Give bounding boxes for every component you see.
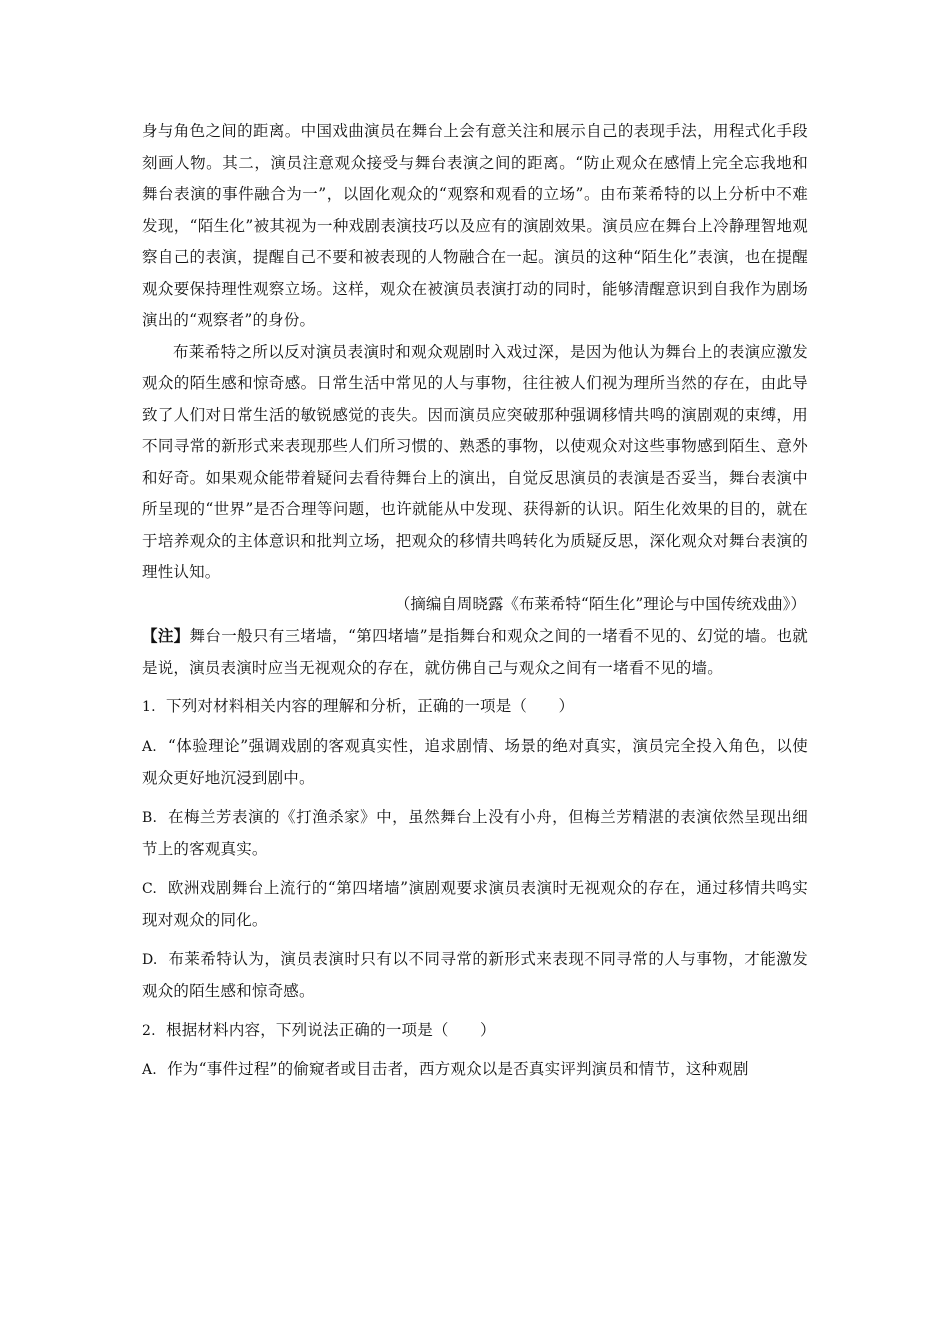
question-text: 根据材料内容，下列说法正确的一项是（ ） [166, 1020, 496, 1039]
note-tag: 【注】 [142, 626, 190, 645]
question-number: 1. [142, 699, 156, 715]
option-text: 欧洲戏剧舞台上流行的“第四堵墙”演剧观要求演员表演时无视观众的存在，通过移情共鸣实现对观众的同化。 [142, 878, 808, 929]
passage-paragraph-2: 布莱希特之所以反对演员表演时和观众观剧时入戏过深，是因为他认为舞台上的表演应激发观众的陌生感和惊奇感。日常生活中常见的人与事物，往往被人们视为理所当然的存在，由此导致了人们对日常生活的敏锐感觉的丧失。因而演员应突破那种强调移情共鸣的演剧观的束缚，用不同寻常的新形式来表现那些人们所习惯的、熟悉的事物，以使观众对这些事物感到陌生、意外和好奇。如果观众能带着疑问去看待舞台上的演出，自觉反思演员的表演是否妥当，舞台表演中所呈现的“世界”是否合理等问题，也许就能从中发现、获得新的认识。陌生化效果的目的，就在于培养观众的主体意识和批判立场，把观众的移情共鸣转化为质疑反思，深化观众对舞台表演的理性认知。 [142, 342, 808, 581]
option-letter: D. [142, 951, 158, 968]
question-1-option-b [142, 802, 808, 866]
option-text: 布莱希特认为，演员表演时只有以不同寻常的新形式来表现不同寻常的人与事物，才能激发观众的陌生感和惊奇感。 [142, 949, 808, 1000]
option-letter: A. [142, 738, 157, 755]
option-letter: B. [142, 809, 158, 826]
passage-source: （摘编自周晓露《布莱希特“陌生化”理论与中国传统戏曲》） [394, 594, 806, 613]
question-1-option-d [142, 944, 808, 1008]
question-number: 2. [142, 1022, 156, 1039]
document-page [142, 116, 808, 1087]
question-2-option-a [142, 1054, 808, 1087]
option-text: 作为“事件过程”的偷窥者或目击者，西方观众以是否真实评判演员和情节，这种观剧 [167, 1060, 749, 1078]
note-text: 舞台一般只有三堵墙，“第四堵墙”是指舞台和观众之间的一堵看不见的、幻觉的墙。也就是说，演员表演时应当无视观众的存在，就仿佛自己与观众之间有一堵看不见的墙。 [142, 627, 808, 677]
question-1-option-c [142, 873, 808, 937]
option-text: “体验理论”强调戏剧的客观真实性，追求剧情、场景的绝对真实，演员完全投入角色，以使观众更好地沉浸到剧中。 [142, 736, 808, 787]
question-text: 下列对材料相关内容的理解和分析，正确的一项是（ ） [166, 697, 575, 715]
passage-paragraph-1: 身与角色之间的距离。中国戏曲演员在舞台上会有意关注和展示自己的表现手法，用程式化手段刻画人物。其二，演员注意观众接受与舞台表演之间的距离。“防止观众在感情上完全忘我地和舞台表演的事件融合为一”，以固化观众的“观察和观看的立场”。由布莱希特的以上分析中不难发现，“陌生化”被其视为一种戏剧表演技巧以及应有的演剧效果。演员应在舞台上冷静理智地观察自己的表演，提醒自己不要和被表现的人物融合在一起。演员的这种“陌生化”表演，也在提醒观众要保持理性观察立场。这样，观众在被演员表演打动的同时，能够清醒意识到自我作为剧场演出的“观察者”的身份。 [142, 122, 808, 329]
question-1-stem [142, 691, 808, 724]
question-2-stem [142, 1015, 808, 1048]
question-1-option-a [142, 731, 808, 795]
option-letter: C. [142, 880, 158, 897]
passage-note [142, 620, 808, 684]
option-text: 在梅兰芳表演的《打渔杀家》中，虽然舞台上没有小舟，但梅兰芳精湛的表演依然呈现出细节上的客观真实。 [142, 807, 808, 858]
option-letter: A. [142, 1062, 157, 1078]
